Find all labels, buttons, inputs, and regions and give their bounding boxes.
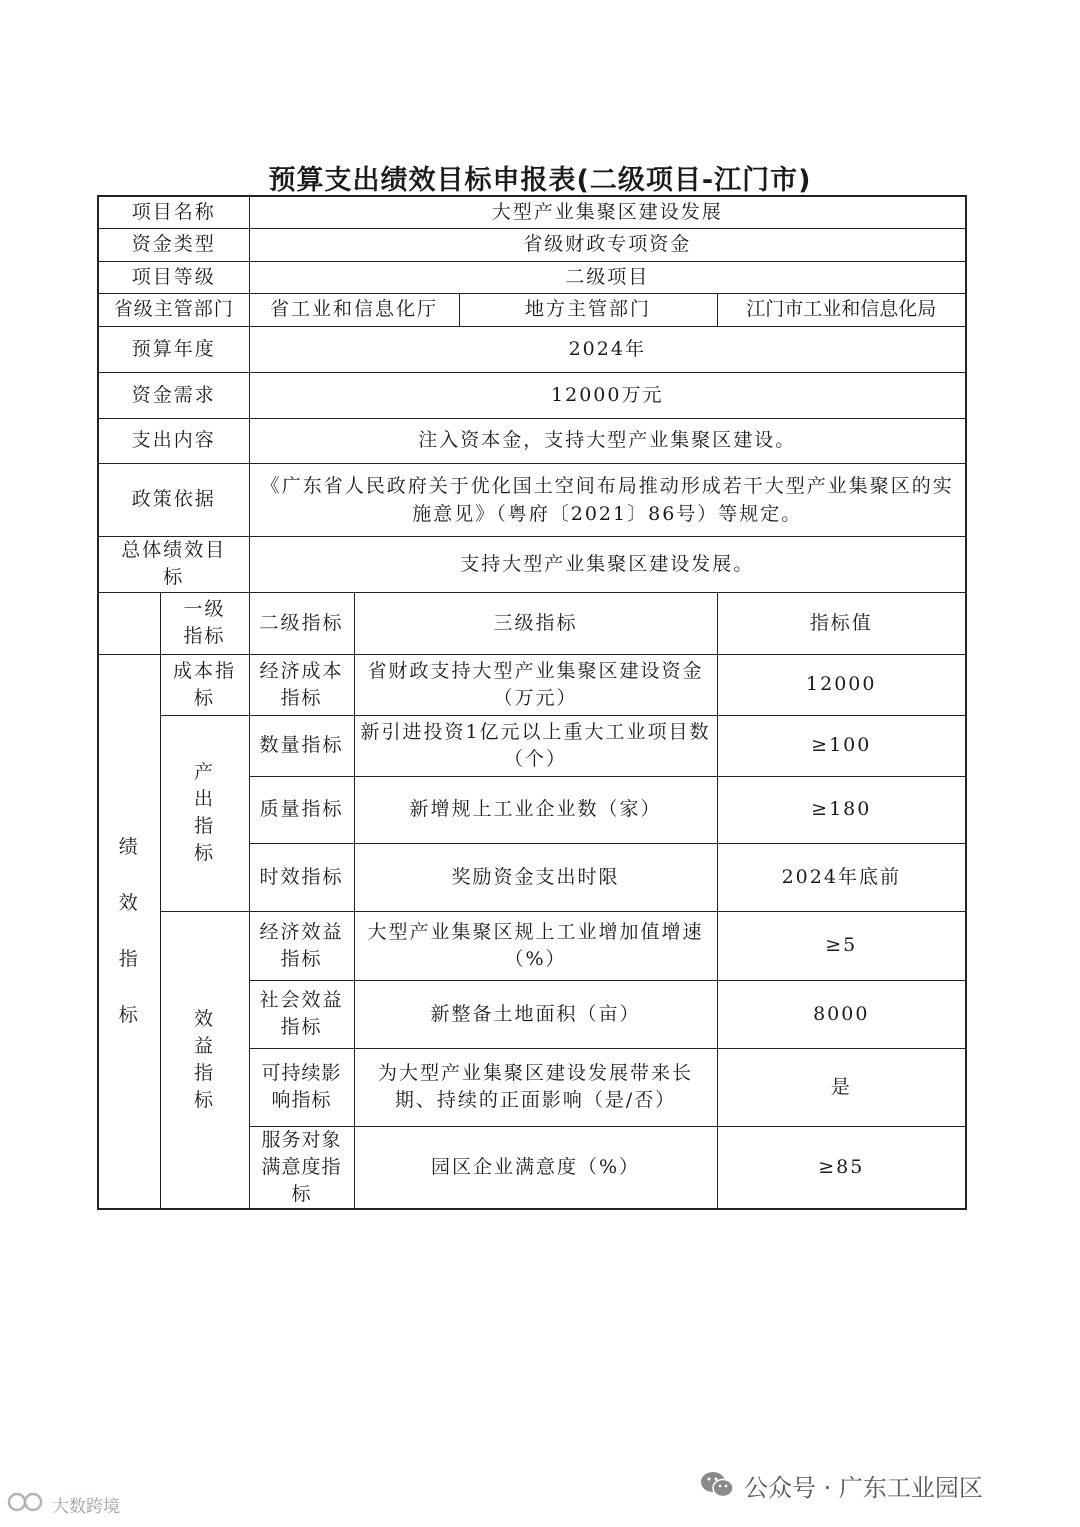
value-content: 注入资本金，支持大型产业集聚区建设。 [249, 418, 966, 463]
footer-text: 公众号 · 广东工业园区 [744, 1473, 983, 1502]
vertical-char: 指 [194, 1061, 216, 1084]
level2-cell: 经济效益指标 [249, 911, 354, 980]
vertical-char: 标 [194, 1088, 216, 1111]
label-goal: 总体绩效目标 [98, 536, 249, 592]
vertical-char: 产 [194, 761, 216, 783]
value-goal: 支持大型产业集聚区建设发展。 [249, 536, 966, 592]
level3-cell: 奖励资金支出时限 [354, 843, 717, 911]
indicator-row [98, 654, 966, 715]
value-cell: 2024年底前 [717, 843, 966, 911]
watermark-text: 大数跨境 [52, 1497, 120, 1517]
value-policy: 《广东省人民政府关于优化国土空间布局推动形成若干大型产业集聚区的实施意见》（粤府〔2021〕86号）等规定。 [249, 463, 966, 536]
budget-form-table [97, 195, 967, 1210]
value-cell: ≥180 [717, 776, 966, 843]
vertical-char: 效 [194, 1007, 216, 1030]
level2-cell: 质量指标 [249, 776, 354, 843]
label-project-level: 项目等级 [98, 261, 249, 293]
logo-icon [6, 1491, 46, 1518]
label-local-dept: 地方主管部门 [459, 293, 717, 326]
header-value: 指标值 [717, 592, 966, 654]
row-year [98, 326, 966, 372]
wechat-account-footer [700, 1465, 983, 1505]
row-project-name [98, 196, 966, 228]
level2-cell: 社会效益指标 [249, 980, 354, 1048]
value-cell: ≥85 [717, 1126, 966, 1209]
level1-output [160, 715, 249, 911]
value-demand: 12000万元 [249, 372, 966, 418]
wechat-icon [700, 1471, 734, 1499]
level3-cell: 省财政支持大型产业集聚区建设资金（万元） [354, 654, 717, 715]
value-local-dept: 江门市工业和信息化局 [717, 293, 966, 326]
row-policy [98, 463, 966, 536]
value-year: 2024年 [249, 326, 966, 372]
level1-cost: 成本指标 [160, 654, 249, 715]
indicator-row [98, 715, 966, 776]
vertical-char: 效 [118, 892, 140, 914]
row-demand [98, 372, 966, 418]
group-label [103, 819, 156, 1043]
watermark [6, 1491, 120, 1518]
level3-cell: 大型产业集聚区规上工业增加值增速（%） [354, 911, 717, 980]
value-project-level: 二级项目 [249, 261, 966, 293]
level3-cell: 新引进投资1亿元以上重大工业项目数（个） [354, 715, 717, 776]
level3-cell: 新整备土地面积（亩） [354, 980, 717, 1048]
level3-cell: 为大型产业集聚区建设发展带来长期、持续的正面影响（是/否） [354, 1048, 717, 1126]
header-level2: 二级指标 [249, 592, 354, 654]
row-goal [98, 536, 966, 592]
level2-cell: 经济成本指标 [249, 654, 354, 715]
label-demand: 资金需求 [98, 372, 249, 418]
value-cell: ≥100 [717, 715, 966, 776]
row-fund-type [98, 228, 966, 261]
output-label [165, 759, 245, 867]
label-policy: 政策依据 [98, 463, 249, 536]
row-indicator-header [98, 592, 966, 654]
value-cell: ≥5 [717, 911, 966, 980]
value-cell: 是 [717, 1048, 966, 1126]
row-project-level [98, 261, 966, 293]
level2-cell: 时效指标 [249, 843, 354, 911]
vertical-char: 指 [194, 815, 216, 837]
page-title: 预算支出绩效目标申报表(二级项目-江门市) [268, 165, 812, 196]
level3-cell: 园区企业满意度（%） [354, 1126, 717, 1209]
level2-cell: 可持续影响指标 [249, 1048, 354, 1126]
vertical-char: 指 [118, 948, 140, 970]
vertical-char: 出 [194, 788, 216, 810]
label-fund-type: 资金类型 [98, 228, 249, 261]
value-fund-type: 省级财政专项资金 [249, 228, 966, 261]
indicator-row [98, 911, 966, 980]
value-cell: 8000 [717, 980, 966, 1048]
label-content: 支出内容 [98, 418, 249, 463]
level2-cell: 服务对象满意度指标 [249, 1126, 354, 1209]
label-project-name: 项目名称 [98, 196, 249, 228]
vertical-char: 益 [194, 1034, 216, 1057]
row-content [98, 418, 966, 463]
value-provincial-dept: 省工业和信息化厅 [249, 293, 459, 326]
value-project-name: 大型产业集聚区建设发展 [249, 196, 966, 228]
header-level1: 一级指标 [160, 592, 249, 654]
header-level3: 三级指标 [354, 592, 717, 654]
group-performance-indicators [98, 654, 160, 1209]
vertical-char: 绩 [118, 836, 140, 858]
header-blank [98, 592, 160, 654]
vertical-char: 标 [194, 842, 216, 864]
benefit-label [165, 1006, 245, 1114]
level2-cell: 数量指标 [249, 715, 354, 776]
label-year: 预算年度 [98, 326, 249, 372]
row-dept [98, 293, 966, 326]
vertical-char: 标 [118, 1004, 140, 1026]
label-provincial-dept: 省级主管部门 [98, 293, 249, 326]
value-cell: 12000 [717, 654, 966, 715]
level3-cell: 新增规上工业企业数（家） [354, 776, 717, 843]
level1-benefit [160, 911, 249, 1209]
